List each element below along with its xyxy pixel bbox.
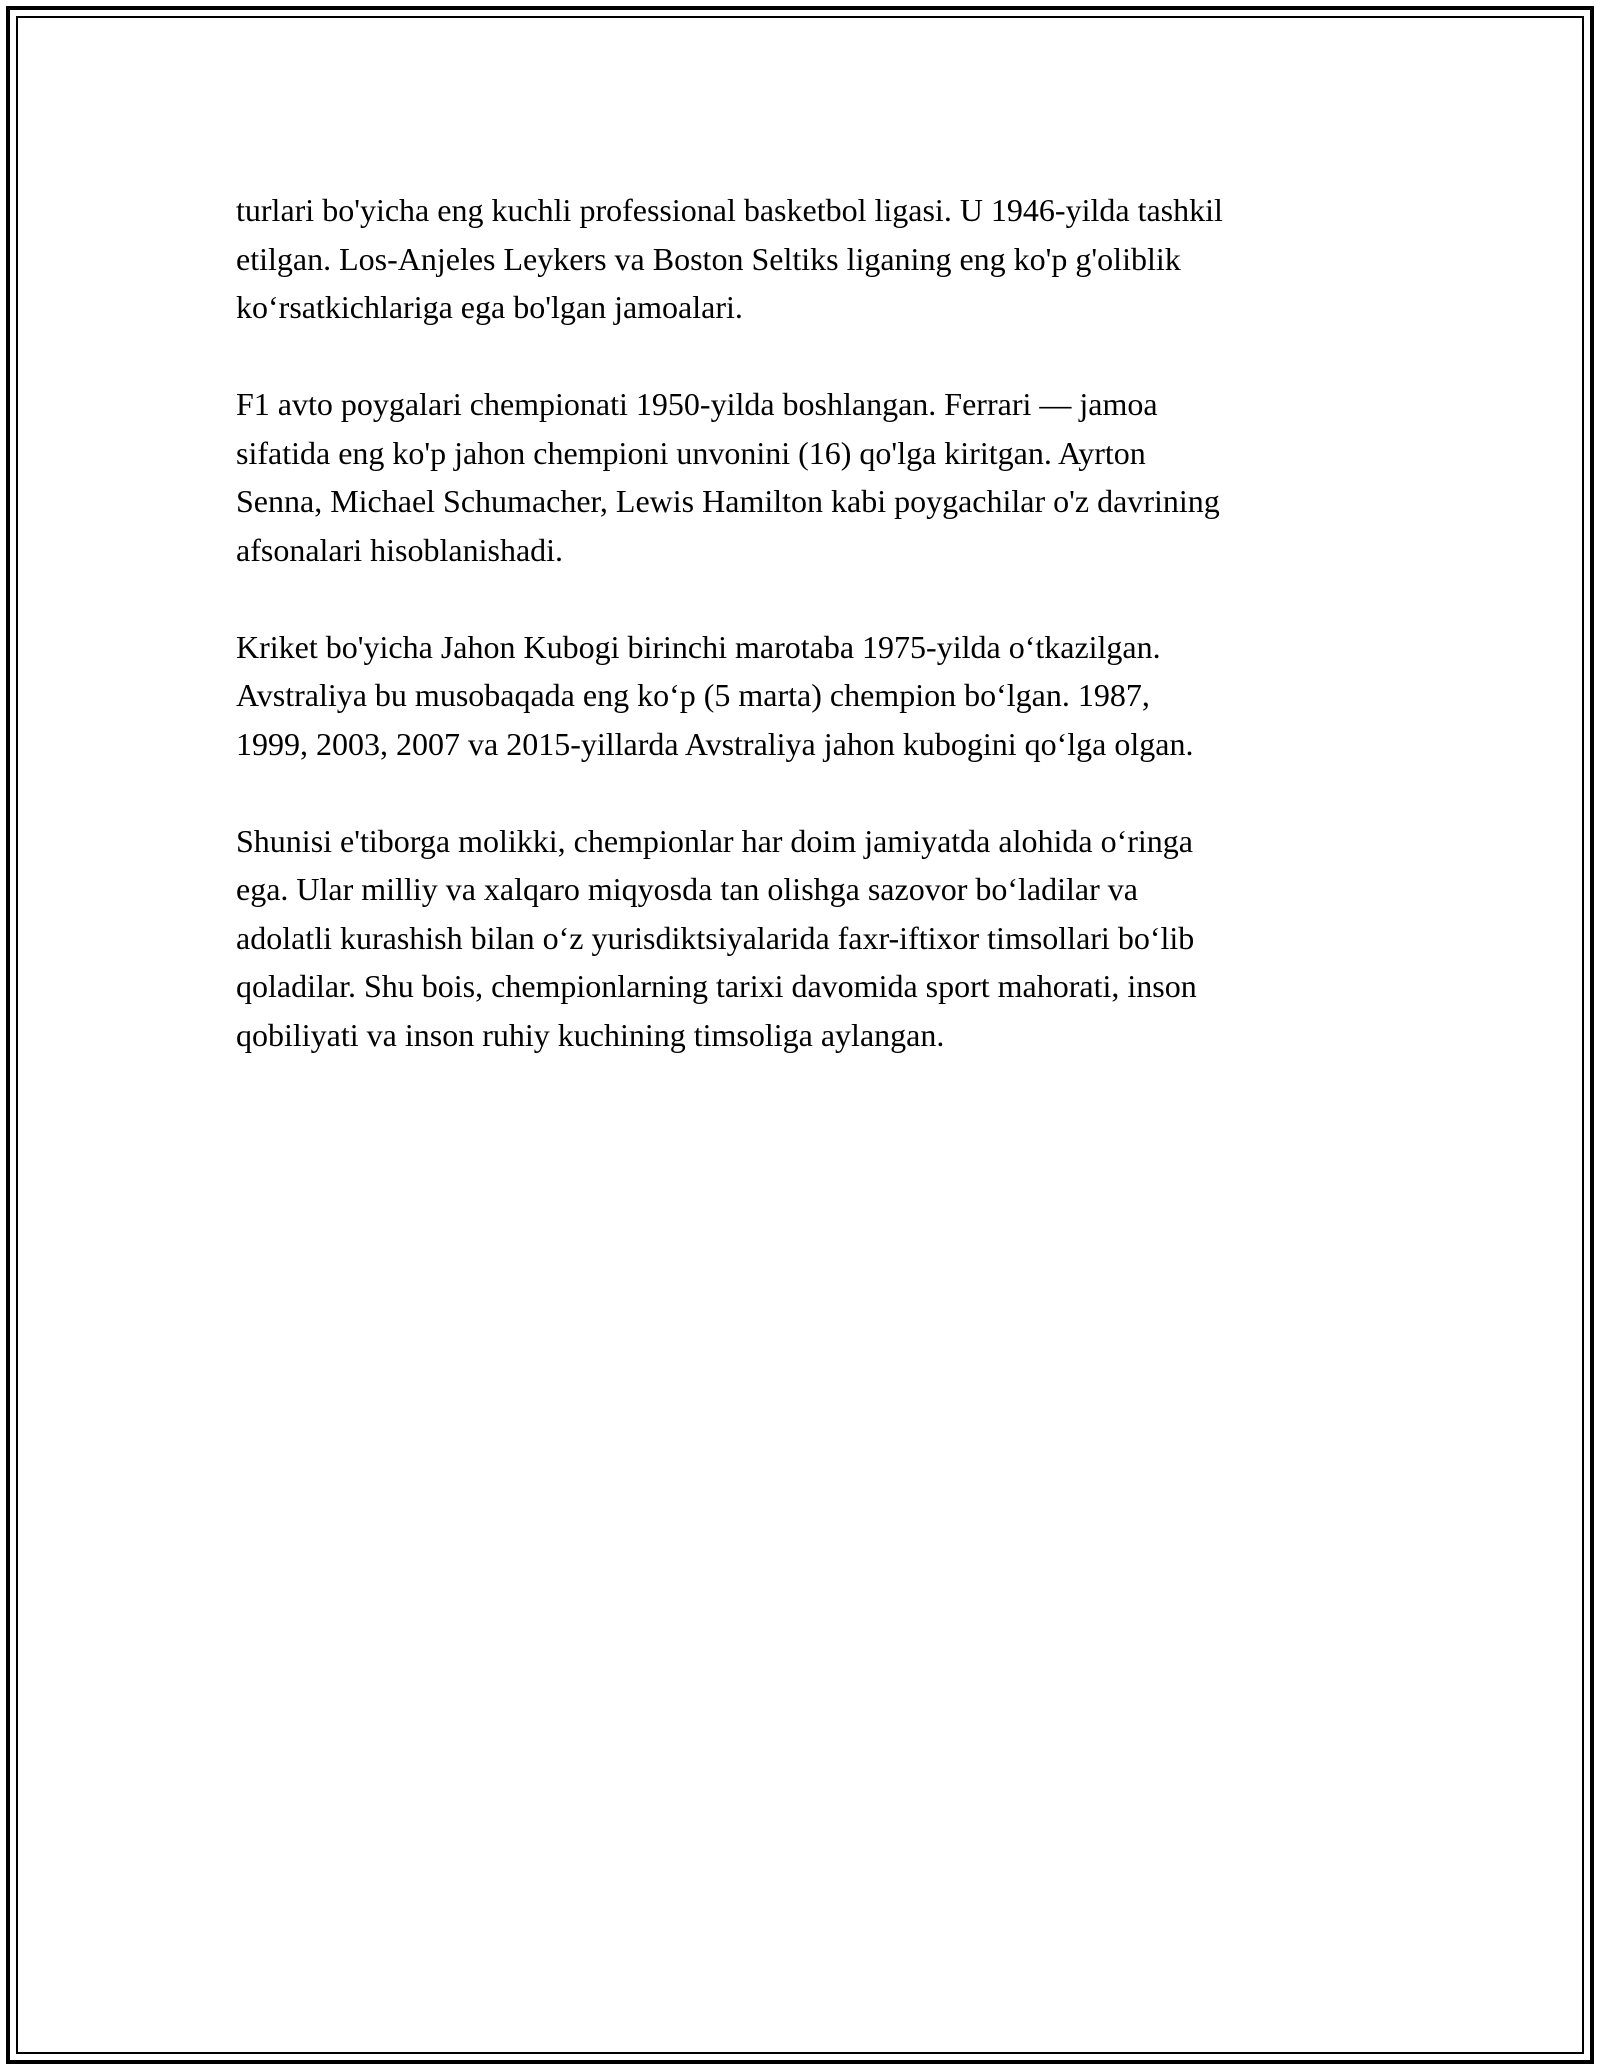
paragraph-conclusion: [236, 817, 1376, 1060]
document-body: [236, 186, 1376, 1108]
text-line: Senna, Michael Schumacher, Lewis Hamilton kabi poygachilar o'z davrining: [236, 483, 1220, 519]
text-line: F1 avto poygalari chempionati 1950-yilda boshlangan. Ferrari — jamoa: [236, 386, 1158, 422]
text-line: etilgan. Los-Anjeles Leykers va Boston Seltiks liganing eng ko'p g'oliblik: [236, 240, 1181, 277]
paragraph-basketball: [236, 186, 1376, 332]
text-line: afsonalari hisoblanishadi.: [236, 531, 564, 568]
text-line: ko‘rsatkichlariga ega bo'lgan jamoalari.: [236, 289, 743, 325]
text-line: Shunisi e'tiborga molikki, chempionlar har doim jamiyatda alohida o‘ringa: [236, 822, 1193, 859]
text-line: 1999, 2003, 2007 va 2015-yillarda Avstraliya jahon kubogini qo‘lga olgan.: [236, 725, 1194, 762]
paragraph-cricket: [236, 623, 1376, 769]
text-line: Kriket bo'yicha Jahon Kubogi birinchi marotaba 1975-yilda o‘tkazilgan.: [236, 628, 1161, 665]
text-line: qobiliyati va inson ruhiy kuchining timsoliga aylangan.: [236, 1016, 945, 1053]
text-line: sifatida eng ko'p jahon chempioni unvonini (16) qo'lga kiritgan. Ayrton: [236, 434, 1146, 471]
text-line: adolatli kurashish bilan o‘z yurisdiktsiyalarida faxr-iftixor timsollari bo‘lib: [236, 919, 1195, 956]
text-line: turlari bo'yicha eng kuchli professional basketbol ligasi. U 1946-yilda tashkil: [236, 192, 1223, 228]
paragraph-formula-one: [236, 380, 1376, 574]
text-line: ega. Ular milliy va xalqaro miqyosda tan olishga sazovor bo‘ladilar va: [236, 871, 1138, 907]
text-line: Avstraliya bu musobaqada eng ko‘p (5 marta) chempion bo‘lgan. 1987,: [236, 677, 1150, 713]
text-line: qoladilar. Shu bois, chempionlarning tarixi davomida sport mahorati, inson: [236, 968, 1197, 1004]
